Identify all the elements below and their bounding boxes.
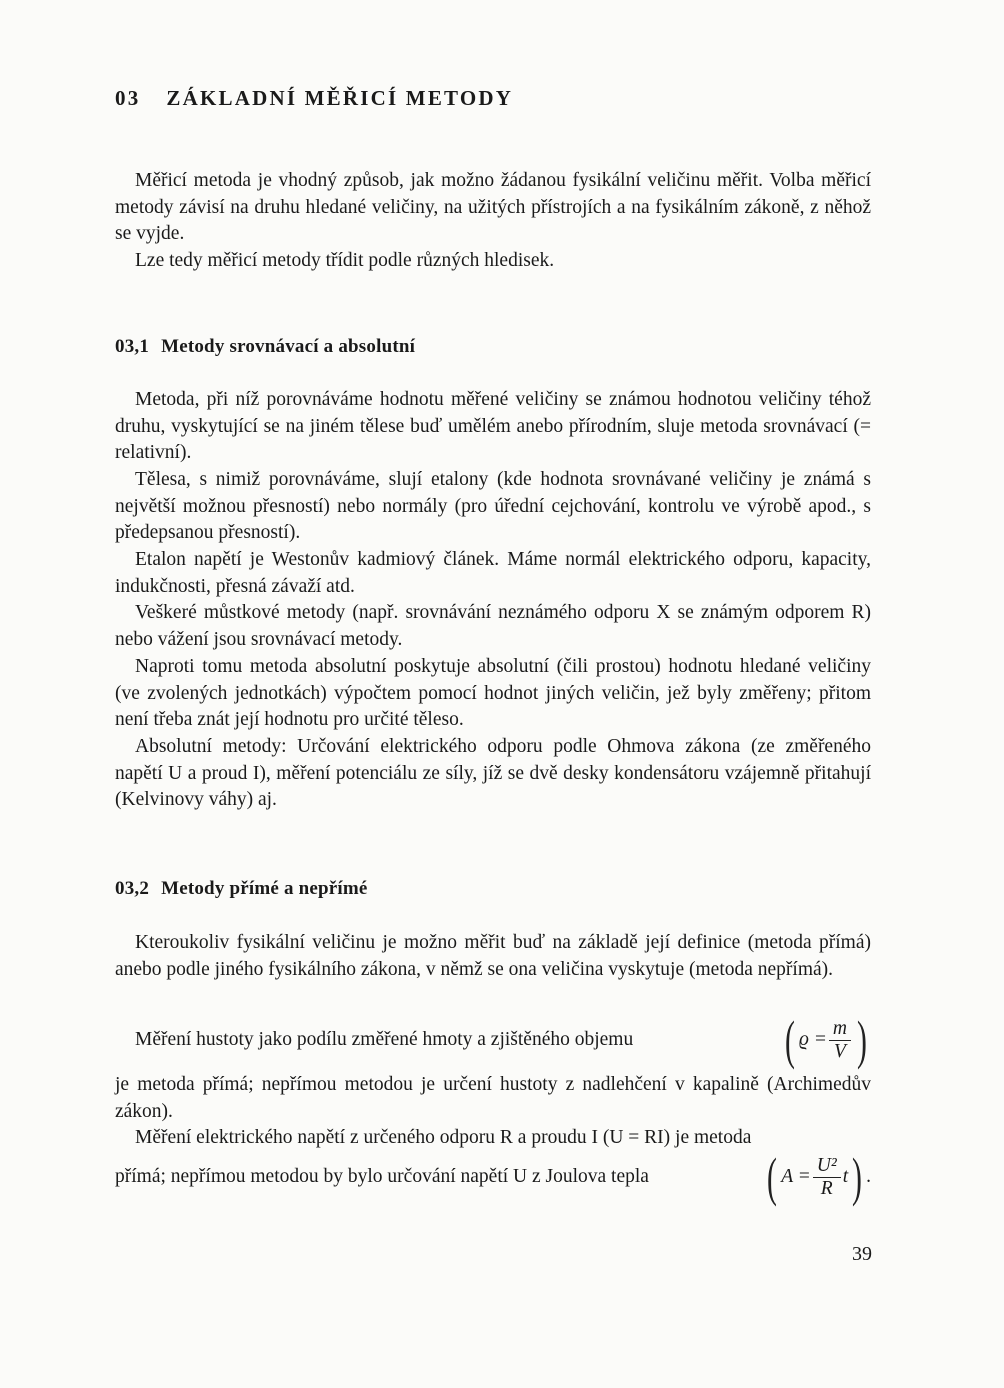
section1-paragraph-2: Tělesa, s nimiž porovnáváme, slují etalony (kde hodnota srovnávané veličiny je známá s největší možnou přesností) nebo normály (pro úřední cejchování, kontrolu ve výrobě apod., s předepsanou přesností).	[115, 469, 871, 543]
joule-numerator: U²	[813, 1155, 841, 1178]
section1-paragraph-4: Veškeré můstkové metody (např. srovnávání neznámého odporu X se známým odporem R) nebo vážení jsou srovnávací metody.	[115, 602, 871, 650]
density-formula-line	[115, 1010, 871, 1070]
left-paren: (	[785, 1010, 795, 1070]
section1-paragraph-5: Naproti tomu metoda absolutní poskytuje absolutní (čili prostou) hodnotu hledané veličiny (ve zvolených jednotkách) výpočtem pomocí hodnot jiných veličin, jež byly změřeny; přitom není třeba znát její hodnotu pro určité těleso.	[115, 656, 871, 730]
right-paren: )	[852, 1147, 863, 1207]
joule-fraction	[813, 1155, 841, 1200]
voltage-formula-line	[115, 1147, 871, 1207]
right-paren: )	[857, 1010, 867, 1070]
density-fraction	[829, 1018, 851, 1063]
density-lhs: ϱ =	[798, 1029, 827, 1050]
chapter-number: 03	[115, 86, 141, 110]
section-number: 03,2	[115, 878, 150, 899]
voltage-line-1: Měření elektrického napětí z určeného odporu R a proudu I (U = RI) je metoda	[135, 1127, 752, 1148]
chapter-title: ZÁKLADNÍ MĚŘICÍ METODY	[166, 86, 514, 110]
intro-paragraph-2: Lze tedy měřicí metody třídit podle různých hledisek.	[135, 250, 555, 271]
section-heading-03-2	[115, 878, 368, 900]
joule-formula	[763, 1147, 871, 1207]
joule-rhs: t	[842, 1166, 849, 1187]
section-title: Metody srovnávací a absolutní	[161, 336, 416, 357]
section-number: 03,1	[115, 336, 150, 357]
section-heading-03-1	[115, 336, 415, 358]
density-formula	[781, 1010, 871, 1070]
section1-paragraph-3: Etalon napětí je Westonův kadmiový článek. Máme normál elektrického odporu, kapacity, indukčnosti, přesná závaží atd.	[115, 549, 871, 597]
density-numerator: m	[829, 1018, 851, 1041]
joule-denominator: R	[820, 1177, 833, 1199]
density-continuation: je metoda přímá; nepřímou metodou je určení hustoty z nadlehčení v kapalině (Archimedův zákon).	[115, 1074, 871, 1122]
joule-end: .	[866, 1166, 871, 1187]
voltage-lead-text: přímá; nepřímou metodou by bylo určování napětí U z Joulova tepla	[115, 1166, 649, 1187]
intro-paragraph-1: Měřicí metoda je vhodný způsob, jak možno žádanou fysikální veličinu měřit. Volba měřicí metody závisí na druhu hledané veličiny, na užitých přístrojích a na fysikálním zákoně, z něhož se vyjde.	[115, 170, 871, 244]
section2-paragraph-1: Kteroukoliv fysikální veličinu je možno měřit buď na základě její definice (metoda přímá) anebo podle jiného fysikálního zákona, v němž se ona veličina vyskytuje (metoda nepřímá).	[115, 932, 871, 980]
left-paren: (	[767, 1147, 778, 1207]
section-title: Metody přímé a nepřímé	[161, 878, 368, 899]
section1-paragraph-6: Absolutní metody: Určování elektrického odporu podle Ohmova zákona (ze změřeného napětí U a proud I), měření potenciálu ze síly, jíž se dvě desky kondensátoru vzájemně přitahují (Kelvinovy váhy) aj.	[115, 736, 871, 810]
density-lead-text: Měření hustoty jako podílu změřené hmoty a zjištěného objemu	[135, 1029, 634, 1050]
density-denominator: V	[834, 1040, 846, 1062]
joule-lhs: A =	[781, 1166, 811, 1187]
page-number: 39	[852, 1243, 872, 1265]
chapter-heading	[115, 86, 513, 111]
section1-paragraph-1: Metoda, při níž porovnáváme hodnotu měřené veličiny se známou hodnotou veličiny téhož druhu, vyskytující se na jiném tělese buď umělém anebo přírodním, sluje metoda srovnávací (= relativní).	[115, 389, 871, 463]
